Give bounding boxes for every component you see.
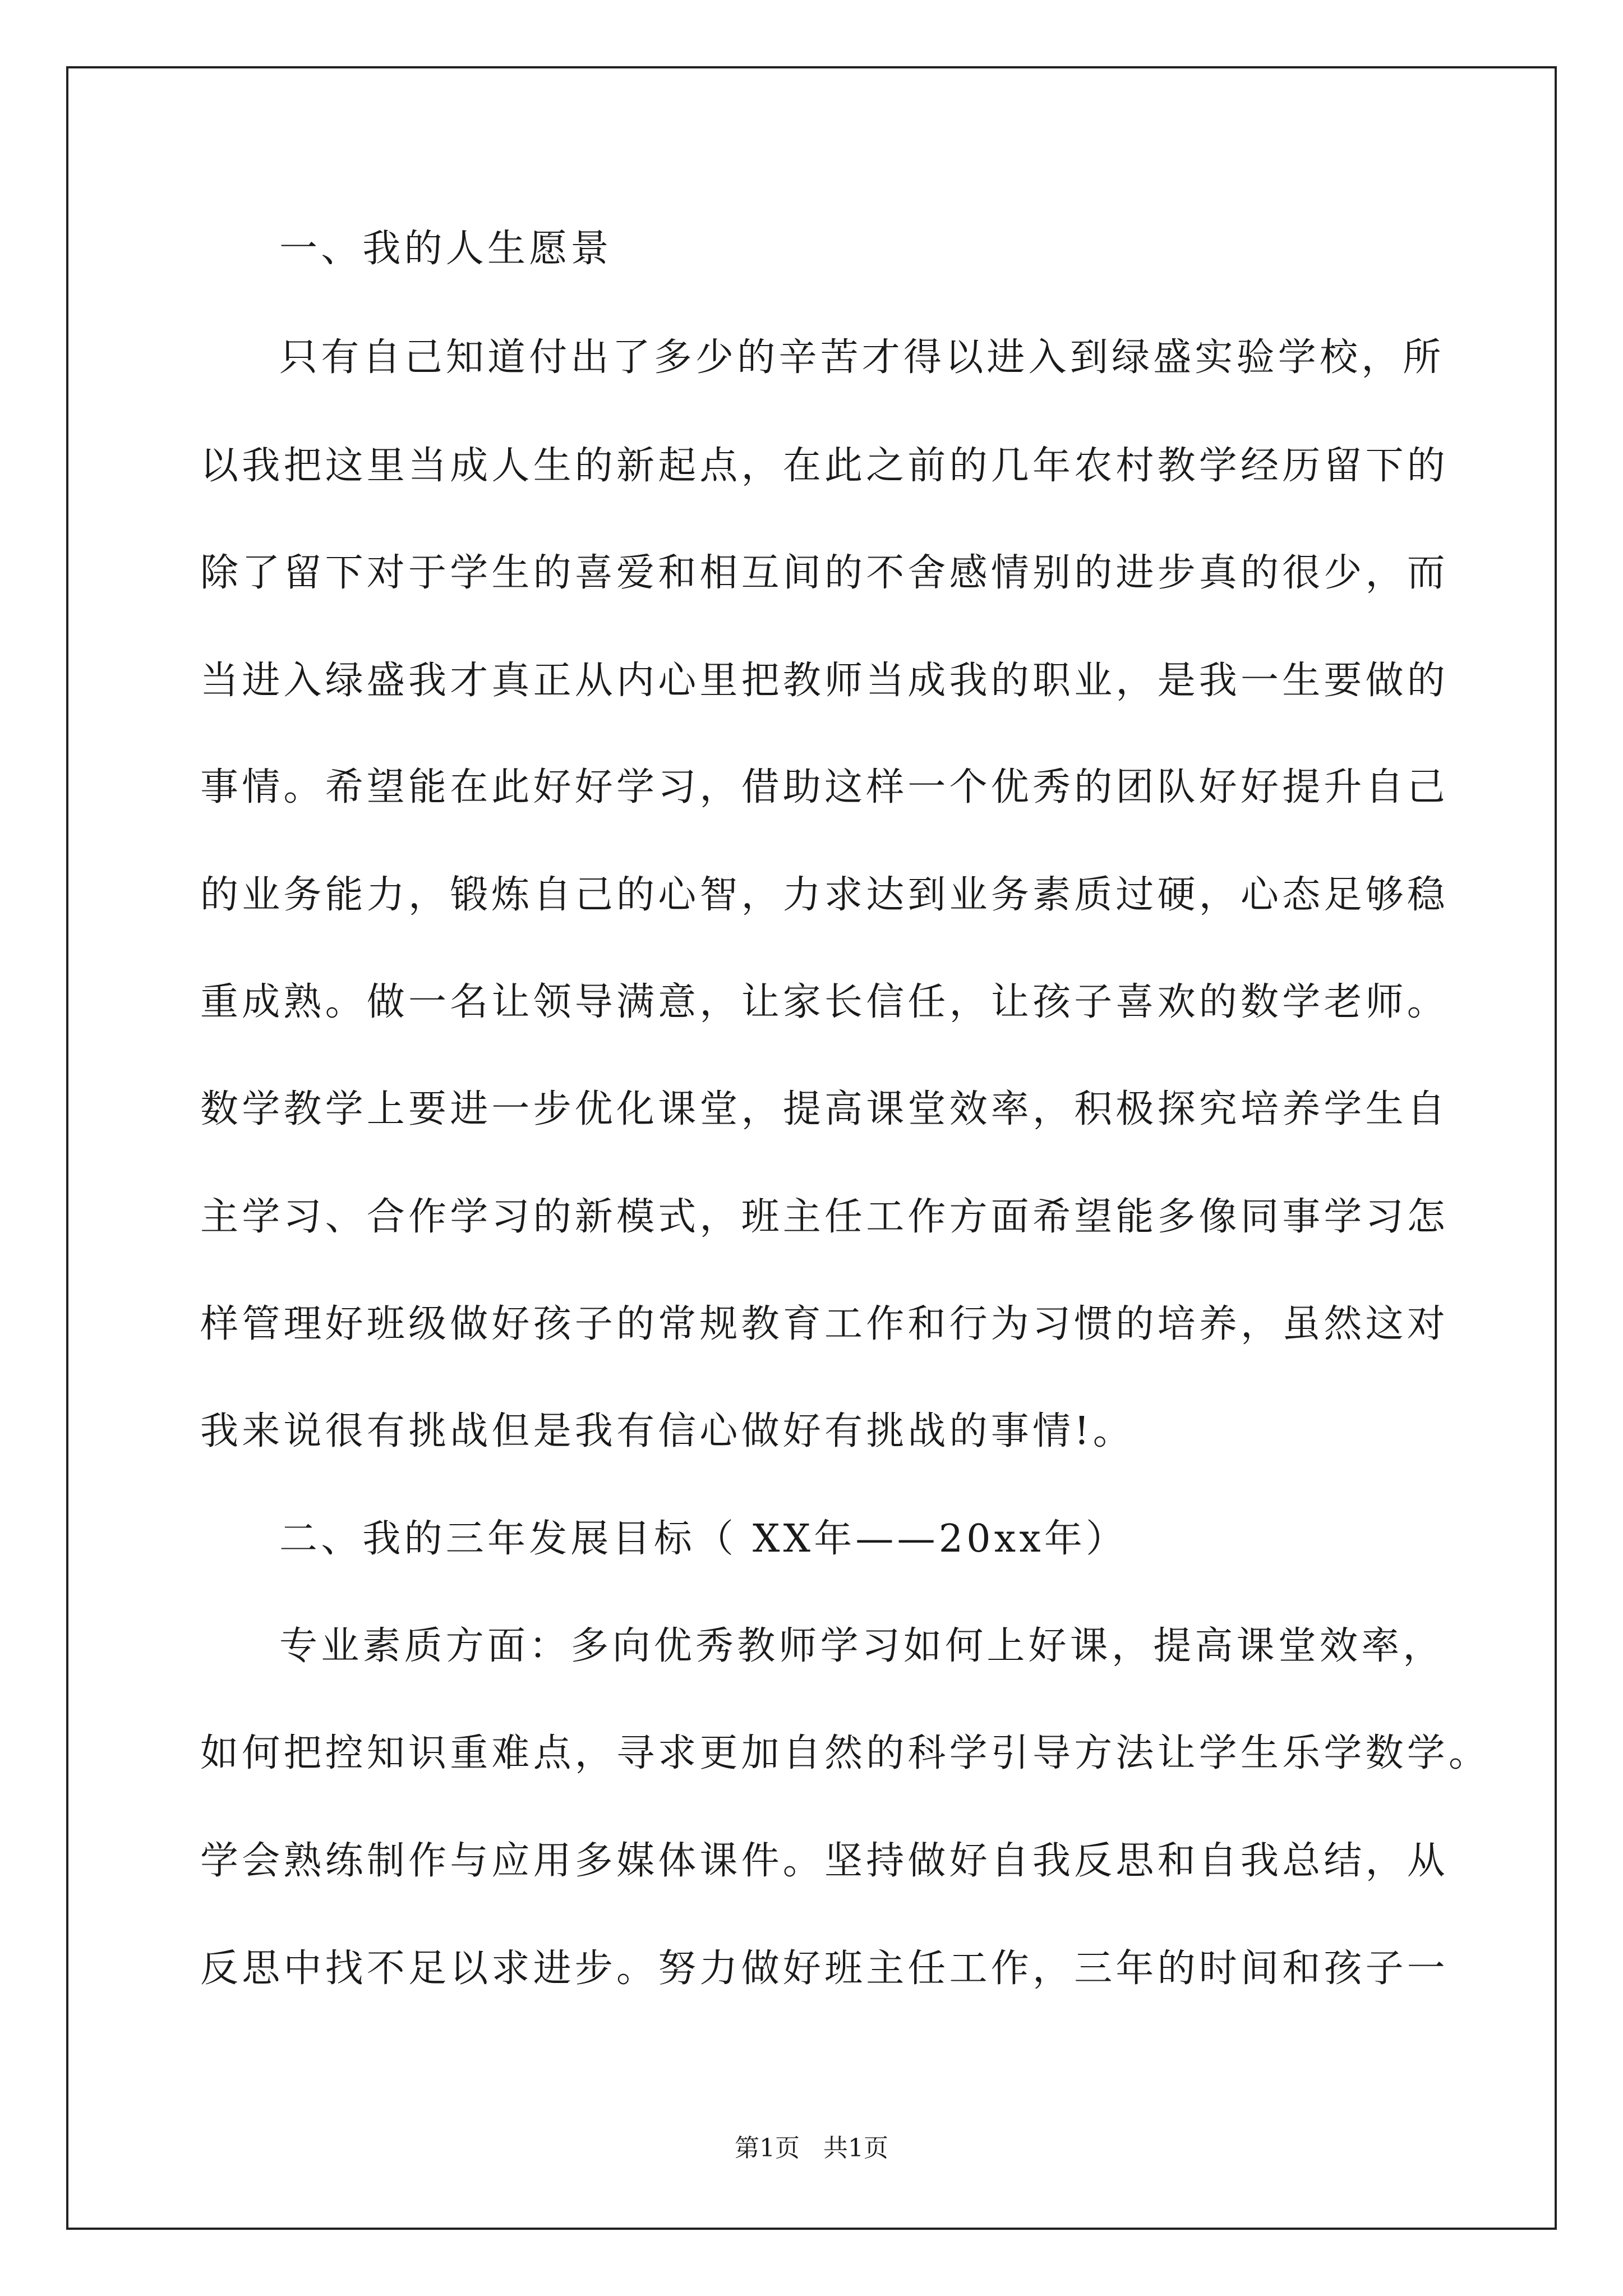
paragraph-line: 只有自己知道付出了多少的辛苦才得以进入到绿盛实验学校，所 xyxy=(279,335,1445,380)
section-heading-1: 一、我的人生愿景 xyxy=(279,227,612,271)
paragraph-line: 事情。希望能在此好好学习，借助这样一个优秀的团队好好提升自己 xyxy=(200,765,1449,809)
paragraph-line: 专业素质方面：多向优秀教师学习如何上好课，提高课堂效率， xyxy=(279,1624,1445,1668)
paragraph-line: 以我把这里当成人生的新起点，在此之前的几年农村教学经历留下的 xyxy=(200,444,1449,488)
paragraph-line: 样管理好班级做好孩子的常规教育工作和行为习惯的培养，虽然这对 xyxy=(200,1302,1449,1346)
paragraph-line: 数学教学上要进一步优化课堂，提高课堂效率，积极探究培养学生自 xyxy=(200,1087,1449,1131)
paragraph-line: 主学习、合作学习的新模式，班主任工作方面希望能多像同事学习怎 xyxy=(200,1195,1449,1239)
page-border xyxy=(66,66,1557,2230)
paragraph-line: 重成熟。做一名让领导满意，让家长信任，让孩子喜欢的数学老师。 xyxy=(200,980,1449,1024)
paragraph-line: 我来说很有挑战但是我有信心做好有挑战的事情!。 xyxy=(200,1409,1135,1453)
paragraph-line: 如何把控知识重难点，寻求更加自然的科学引导方法让学生乐学数学。 xyxy=(200,1731,1491,1775)
paragraph-line: 反思中找不足以求进步。努力做好班主任工作，三年的时间和孩子一 xyxy=(200,1947,1449,1991)
paragraph-line: 除了留下对于学生的喜爱和相互间的不舍感情别的进步真的很少，而 xyxy=(200,551,1449,595)
page-footer: 第1页 共1页 xyxy=(735,2134,888,2162)
paragraph-line: 的业务能力，锻炼自己的心智，力求达到业务素质过硬，心态足够稳 xyxy=(200,873,1449,917)
paragraph-line: 学会熟练制作与应用多媒体课件。坚持做好自我反思和自我总结，从 xyxy=(200,1839,1449,1883)
paragraph-line: 当进入绿盛我才真正从内心里把教师当成我的职业，是我一生要做的 xyxy=(200,659,1449,703)
section-heading-2: 二、我的三年发展目标（ XX年——20xx年） xyxy=(279,1517,1128,1561)
